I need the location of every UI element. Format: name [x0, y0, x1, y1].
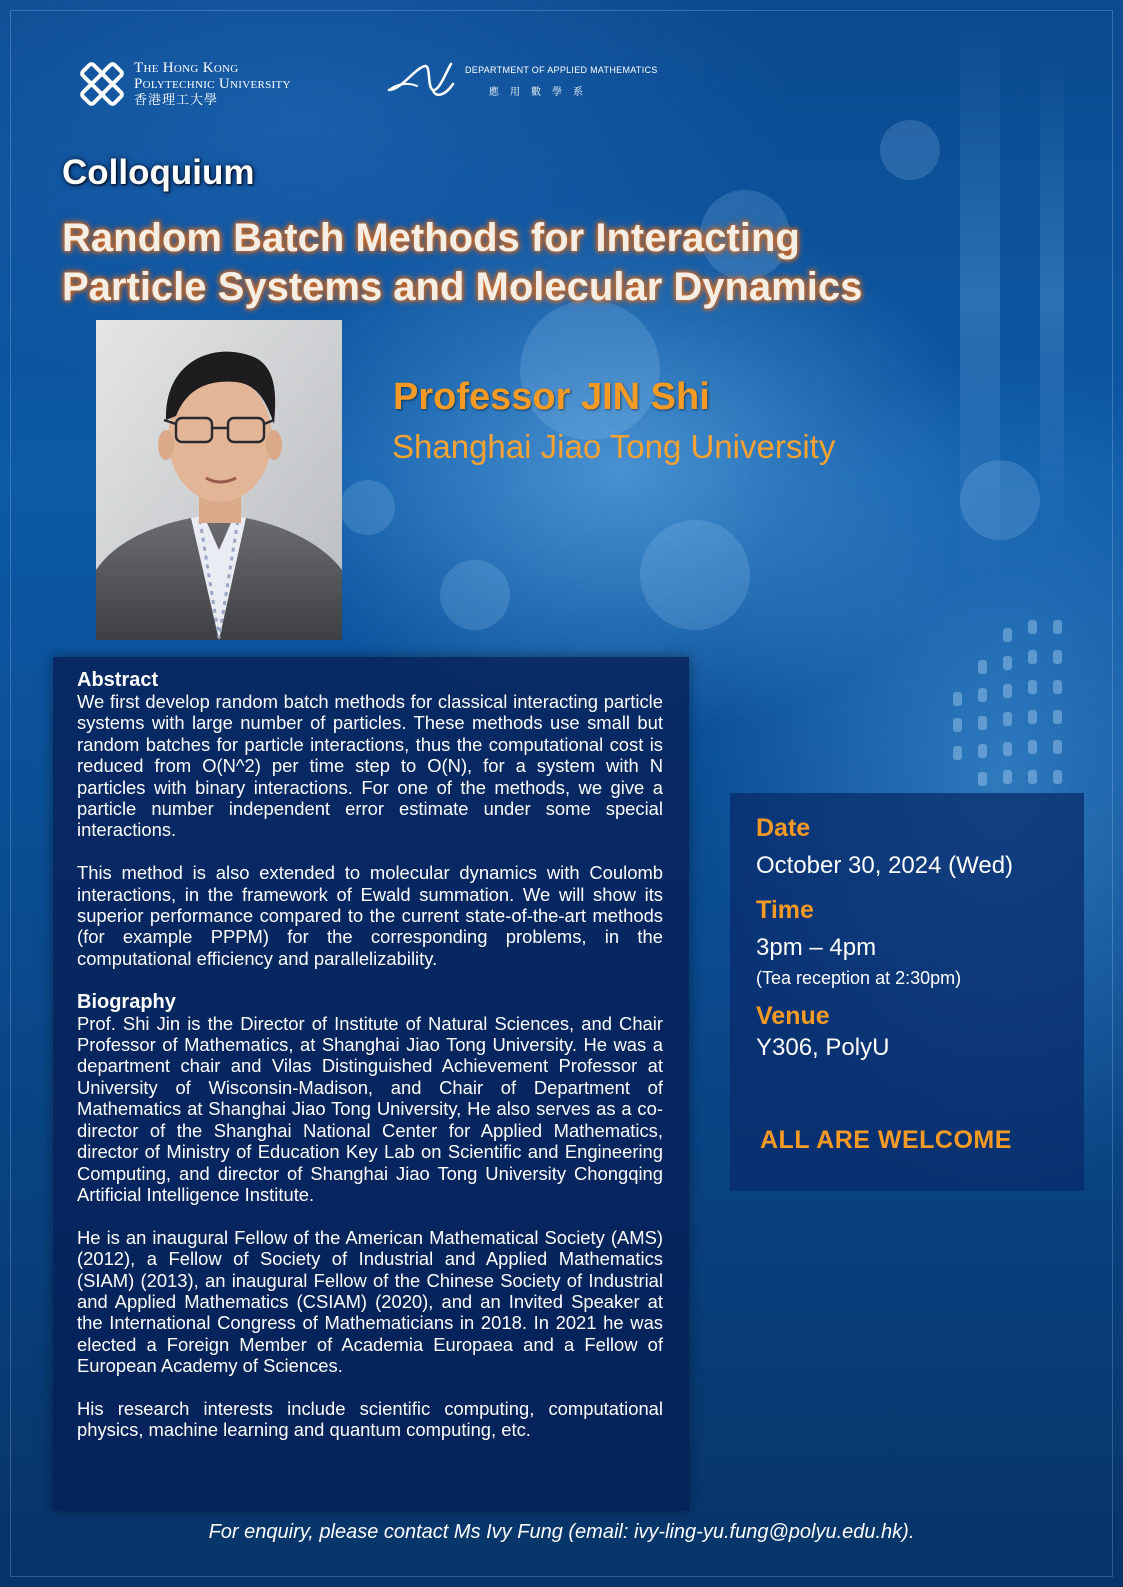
event-details-panel	[730, 793, 1084, 1191]
venue-value: Y306, PolyU	[756, 1034, 890, 1061]
biography-heading: Biography	[77, 990, 176, 1013]
biography-paragraph: His research interests include scientific computing, computational physics, machine learning and quantum computing, etc.	[77, 1397, 663, 1441]
time-label: Time	[756, 896, 814, 924]
talk-title-line2: Particle Systems and Molecular Dynamics	[62, 265, 863, 309]
abstract-paragraph: We first develop random batch methods for classical interacting particle systems with large number of particles. These methods use small but random batches for particle interactions, thus the computational cost is reduced from O(N^2) per time step to O(N), for a system with N particles with binary interactions. For one of the methods, we give a particle number independent error estimate under some special interactions.	[77, 691, 663, 841]
department-name-chinese: 應用數學系	[489, 86, 594, 98]
bokeh-light	[880, 120, 940, 180]
abstract-paragraph: This method is also extended to molecular dynamics with Coulomb interactions, in the framework of Ewald summation. We will show its superior performance compared to the current state-of-the-art methods (for example PPPM) for the corresponding problems, in the computational efficiency and parallelizability.	[77, 862, 663, 969]
biography-paragraph: Prof. Shi Jin is the Director of Institute of Natural Sciences, and Chair Professor of Mathematics, at Shanghai Jiao Tong University. He was a department chair and Vilas Distinguished Achievement Professor at University of Wisconsin-Madison, and Chair of Department of Mathematics at Shanghai Jiao Tong University, He also serves as a co-director of the Shanghai National Center for Applied Mathematics, director of Ministry of Education Key Lab on Scientific and Engineering Computing, and director of Shanghai Jiao Tong University Chongqing Artificial Intelligence Institute.	[77, 1012, 663, 1205]
polyu-name-line1: The Hong Kong	[134, 60, 239, 76]
talk-title	[62, 214, 1022, 312]
abstract-biography-panel	[53, 657, 689, 1511]
speaker-affiliation: Shanghai Jiao Tong University	[392, 428, 836, 465]
bokeh-light	[640, 520, 750, 630]
date-label: Date	[756, 814, 811, 842]
event-type: Colloquium	[62, 153, 255, 192]
time-value: 3pm – 4pm	[756, 934, 877, 961]
talk-title-line1: Random Batch Methods for Interacting	[62, 216, 800, 260]
light-stripe	[1040, 60, 1064, 540]
polyu-logo	[76, 58, 291, 110]
bokeh-light	[440, 560, 510, 630]
tea-reception-note: (Tea reception at 2:30pm)	[756, 968, 962, 988]
speaker-name: Professor JIN Shi	[393, 376, 710, 418]
polyu-emblem-icon	[76, 58, 128, 110]
abstract-heading: Abstract	[77, 669, 159, 691]
applied-math-emblem-icon	[387, 60, 457, 102]
all-are-welcome: ALL ARE WELCOME	[760, 1126, 1012, 1154]
biography-paragraph: He is an inaugural Fellow of the American Mathematical Society (AMS) (2012), a Fellow of Society of Industrial and Applied Mathematics (SIAM) (2013), an inaugural Fellow of the Chinese Society of Industrial and Applied Mathematics (CSIAM) (2020), and an Invited Speaker at the International Congress of Mathematicians in 2018. In 2021 he was elected a Foreign Member of Academia Europaea and a Fellow of European Academy of Sciences.	[77, 1226, 663, 1377]
department-name: DEPARTMENT OF APPLIED MATHEMATICS	[465, 64, 658, 75]
enquiry-contact: For enquiry, please contact Ms Ivy Fung (email: ivy-ling-yu.fung@polyu.edu.hk).	[208, 1521, 915, 1543]
bokeh-light	[520, 300, 660, 440]
speaker-photo	[96, 320, 342, 640]
date-value: October 30, 2024 (Wed)	[756, 852, 1014, 879]
department-logo	[387, 60, 658, 102]
venue-label: Venue	[756, 1002, 830, 1030]
speaker-portrait-illustration	[96, 320, 342, 640]
bokeh-light	[340, 480, 395, 535]
polyu-name-line2: Polytechnic University	[134, 76, 291, 92]
polyu-name-chinese: 香港理工大學	[134, 92, 219, 107]
